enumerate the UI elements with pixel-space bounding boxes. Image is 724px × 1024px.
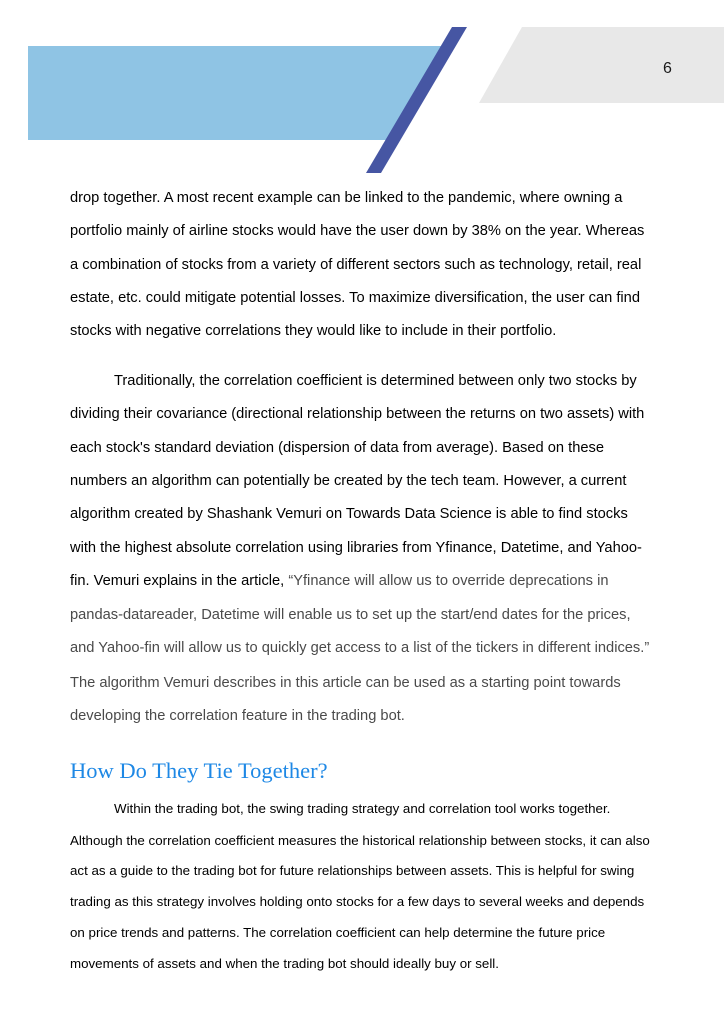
text-line: The algorithm Vemuri describes in this article can be used as a starting point towards — [70, 675, 621, 691]
header-gray-parallelogram — [479, 27, 724, 103]
text-line: drop together. A most recent example can be linked to the pandemic, where owning a — [70, 190, 623, 206]
text-line: algorithm created by Shashank Vemuri on Towards Data Science is able to find stocks — [70, 506, 628, 522]
text-line: act as a guide to the trading bot for future relationships between assets. This is helpful for swing — [70, 863, 635, 878]
header-light-blue-band — [28, 46, 448, 140]
text-line: Within the trading bot, the swing trading strategy and correlation tool works together. — [114, 801, 611, 816]
text-line — [70, 572, 608, 590]
text-line: a combination of stocks from a variety of different sectors such as technology, retail, real — [70, 257, 642, 273]
section-heading: How Do They Tie Together? — [70, 758, 328, 783]
text-line: developing the correlation feature in the trading bot. — [70, 708, 405, 724]
text-line: estate, etc. could mitigate potential losses. To maximize diversification, the user can find — [70, 290, 640, 306]
text-line: with the highest absolute correlation using libraries from Yfinance, Datetime, and Yahoo- — [70, 540, 642, 556]
text-line: Although the correlation coefficient measures the historical relationship between stocks, it can also — [70, 833, 650, 848]
text-line: numbers an algorithm can potentially be created by the tech team. However, a current — [70, 473, 627, 489]
text-line: trading as this strategy involves holding onto stocks for a few days to several weeks and depends — [70, 894, 645, 909]
text-line: Traditionally, the correlation coefficient is determined between only two stocks by — [114, 373, 637, 389]
text-line: portfolio mainly of airline stocks would have the user down by 38% on the year. Whereas — [70, 223, 645, 239]
text-line: dividing their covariance (directional relationship between the returns on two assets) with — [70, 406, 645, 422]
quote-line: pandas-datareader, Datetime will enable us to set up the start/end dates for the prices, — [70, 607, 631, 623]
text-line: stocks with negative correlations they would like to include in their portfolio. — [70, 323, 557, 339]
page-number: 6 — [663, 60, 672, 77]
text-line: each stock's standard deviation (dispersion of data from average). Based on these — [70, 440, 604, 456]
text-line: on price trends and patterns. The correlation coefficient can help determine the future price — [70, 925, 606, 940]
page-header-decoration — [0, 0, 724, 180]
quote-line: and Yahoo-fin will allow us to quickly get access to a list of the tickers in different indices.” — [70, 640, 650, 656]
text-fragment: fin. Vemuri explains in the article, — [70, 573, 289, 589]
text-line: movements of assets and when the trading bot should ideally buy or sell. — [70, 956, 499, 971]
quote-fragment: “Yfinance will allow us to override deprecations in — [288, 573, 609, 589]
